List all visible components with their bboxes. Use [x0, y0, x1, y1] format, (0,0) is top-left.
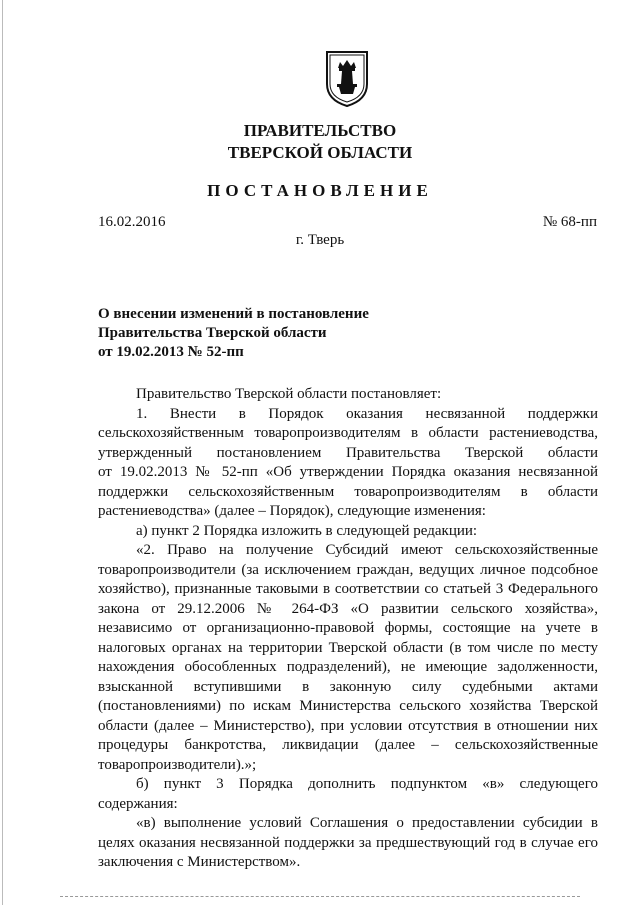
government-name-line1: ПРАВИТЕЛЬСТВО: [243, 121, 397, 140]
body-line: растениеводства» (далее – Порядок), следующие изменения:: [98, 503, 486, 519]
body-line: (постановлениями) по искам Министерства сельского хозяйства Тверской: [98, 698, 598, 714]
body-line: товаропроизводители (за исключением граждан, ведущих личное подсобное: [98, 561, 598, 578]
body-line: сельскохозяйственным товаропроизводителям в области растениеводства,: [98, 425, 598, 441]
body-line: содержания:: [98, 795, 178, 812]
body-line: а) пункт 2 Порядка изложить в следующей редакции:: [136, 522, 478, 539]
body-line: области (далее – Министерство), при условии отсутствия в отношении них: [98, 717, 598, 734]
body-line: б) пункт 3 Порядка дополнить подпунктом «в» следующего: [136, 776, 598, 792]
coat-of-arms-icon: [325, 50, 369, 108]
body-line: нахождения обособленных подразделений), не имеющие задолженности,: [98, 659, 598, 675]
body-line: взысканной вступившими в законную силу судебными актами: [98, 678, 598, 695]
body-line: процедуры банкротства, ликвидации (далее – сельскохозяйственные: [98, 737, 598, 753]
government-name-line2: ТВЕРСКОЙ ОБЛАСТИ: [227, 143, 413, 162]
body-line: хозяйство), признанные таковыми в соответствии со статьей 3 Федерального: [98, 581, 598, 597]
body-line: независимо от организационно-правовой формы, состоящие на учете в: [98, 620, 598, 636]
body-line: налоговых органах на территории Тверской области (в том числе по месту: [98, 639, 598, 656]
body-line: заключения с Министерством».: [98, 854, 301, 870]
title-line: О внесении изменений в постановление: [98, 306, 369, 322]
body-line: поддержки сельскохозяйственным товаропроизводителям в области: [98, 483, 598, 500]
document-date: 16.02.2016: [98, 214, 166, 230]
title-line: от 19.02.2013 № 52-пп: [98, 344, 244, 360]
body-line: утвержденный постановлением Правительства Тверской области: [98, 444, 598, 461]
body-line: целях оказания несвязанной поддержки за предшествующий год в случае его: [98, 834, 598, 851]
scan-bottom-line: [60, 896, 580, 897]
title-line: Правительства Тверской области: [98, 325, 327, 341]
body-line: товаропроизводители).»;: [98, 756, 257, 773]
body-line: Правительство Тверской области постановляет:: [136, 386, 442, 402]
document-number: № 68-пп: [542, 214, 597, 230]
document-city: г. Тверь: [295, 232, 345, 248]
document-title: [98, 305, 369, 362]
body-line: от 19.02.2013 № 52-пп «Об утверждении Порядка оказания несвязанной: [98, 464, 598, 480]
document-body: [98, 385, 598, 873]
body-line: закона от 29.12.2006 № 264-ФЗ «О развитии сельского хозяйства»,: [98, 600, 598, 617]
body-line: «в) выполнение условий Соглашения о предоставлении субсидии в: [136, 815, 598, 831]
document-type: ПОСТАНОВЛЕНИЕ: [207, 181, 433, 200]
body-line: 1. Внести в Порядок оказания несвязанной поддержки: [136, 405, 598, 422]
body-line: «2. Право на получение Субсидий имеют сельскохозяйственные: [136, 542, 598, 558]
